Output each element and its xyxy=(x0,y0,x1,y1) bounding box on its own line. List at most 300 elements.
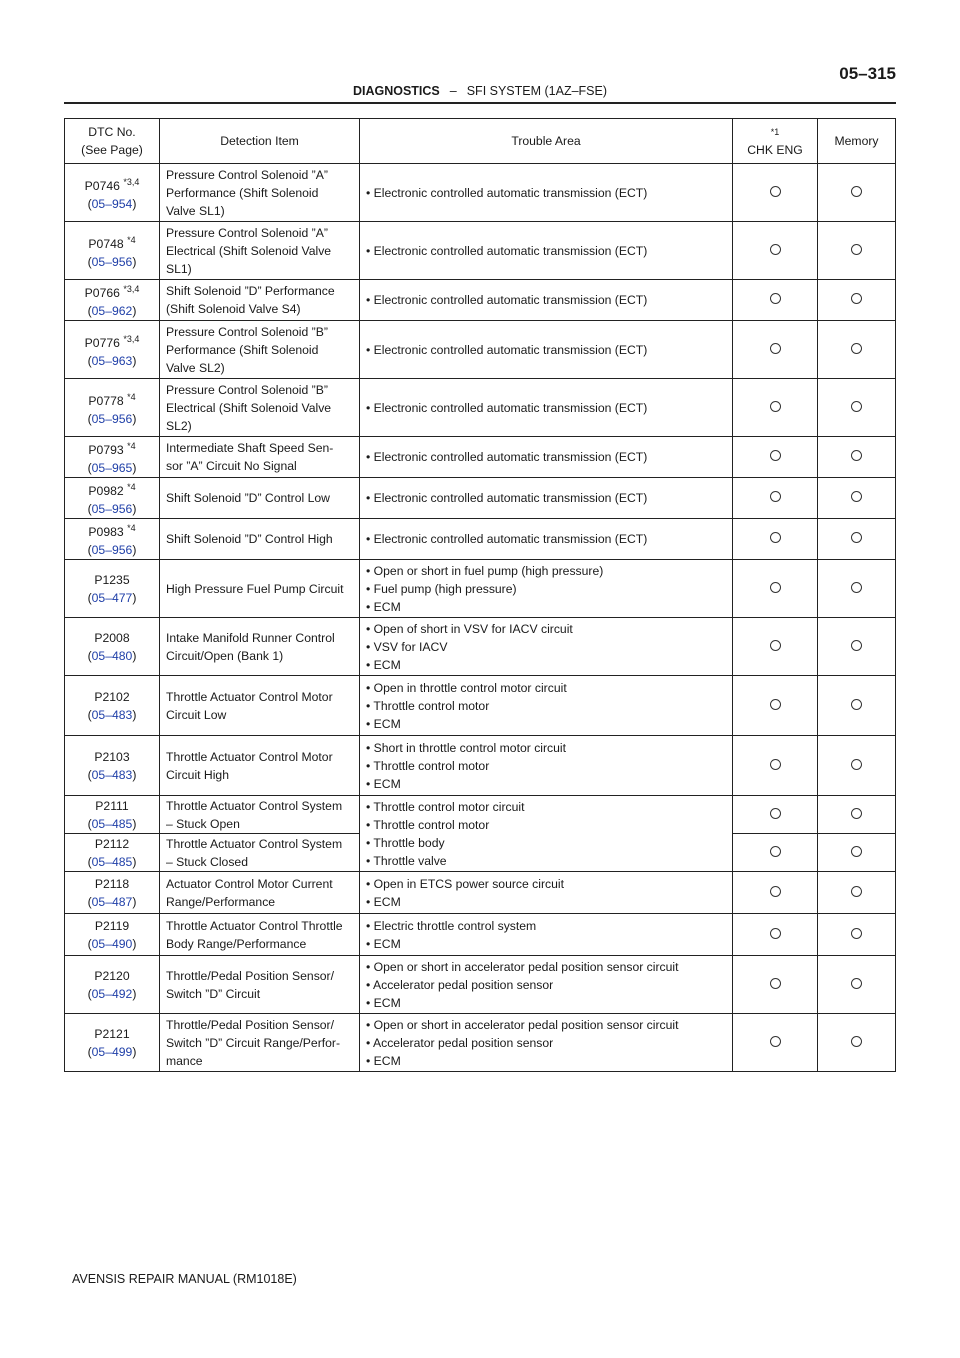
dtc-code-text: P2121 xyxy=(94,1026,130,1041)
dtc-page-ref[interactable]: (05–963) xyxy=(87,353,137,368)
memory-circle-icon xyxy=(851,699,862,710)
memory-circle-icon xyxy=(851,532,862,543)
dtc-code-text: P0983 xyxy=(88,525,124,539)
page-link[interactable]: 05–485 xyxy=(91,854,133,869)
trouble-area-line: • Throttle valve xyxy=(366,853,447,868)
trouble-area-cell xyxy=(360,618,733,676)
dtc-code-text: P2112 xyxy=(94,836,130,851)
chk-eng-cell xyxy=(733,321,818,379)
detection-item-line: Valve SL2) xyxy=(166,360,225,375)
page-link[interactable]: 05–483 xyxy=(91,767,133,782)
trouble-area-line: • ECM xyxy=(366,657,401,672)
trouble-area-line: • ECM xyxy=(366,995,401,1010)
table-row xyxy=(65,478,896,519)
dtc-cell xyxy=(65,914,160,956)
page-link[interactable]: 05–956 xyxy=(91,254,133,269)
trouble-area-line: • Throttle control motor xyxy=(366,817,490,832)
chk-eng-circle-icon xyxy=(770,846,781,857)
detection-item-line: Shift Solenoid ”D” Control High xyxy=(166,532,333,546)
detection-item-line: Electrical (Shift Solenoid Valve xyxy=(166,400,332,415)
table-row xyxy=(65,437,896,478)
detection-item-line: Performance (Shift Solenoid xyxy=(166,342,319,357)
dtc-code xyxy=(71,388,153,410)
dtc-code xyxy=(71,280,153,302)
dtc-page-ref[interactable]: (05–492) xyxy=(87,986,137,1001)
dtc-page-ref[interactable]: (05–485) xyxy=(87,854,137,869)
detection-item-cell xyxy=(160,321,360,379)
memory-circle-icon xyxy=(851,846,862,857)
header-detection-item: Detection Item xyxy=(160,119,360,164)
trouble-area-line: • Throttle control motor xyxy=(366,698,490,713)
detection-item-line: Pressure Control Solenoid ”A” xyxy=(166,225,328,240)
trouble-area-line: • Electronic controlled automatic transmission (ECT) xyxy=(366,342,648,357)
chk-eng-circle-icon xyxy=(770,640,781,651)
detection-item-line: Circuit/Open (Bank 1) xyxy=(166,648,284,663)
dtc-cell xyxy=(65,956,160,1014)
trouble-area-line: • ECM xyxy=(366,894,401,909)
page-link[interactable]: 05–956 xyxy=(91,411,133,426)
detection-item-line: Circuit High xyxy=(166,767,229,782)
table-row xyxy=(65,618,896,676)
detection-item-line: Throttle/Pedal Position Sensor/ xyxy=(166,968,335,983)
memory-cell xyxy=(818,437,896,478)
table-row xyxy=(65,736,896,796)
page-link[interactable]: 05–487 xyxy=(91,894,133,909)
page-number: 05–315 xyxy=(839,64,896,83)
table-row xyxy=(65,1014,896,1072)
detection-item-cell xyxy=(160,834,360,872)
detection-item-cell xyxy=(160,379,360,437)
dtc-footnote-marker: *4 xyxy=(127,482,136,492)
detection-item-cell xyxy=(160,1014,360,1072)
footer-text: AVENSIS REPAIR MANUAL (RM1018E) xyxy=(72,1272,297,1286)
trouble-area-line: • Accelerator pedal position sensor xyxy=(366,1035,554,1050)
dtc-table xyxy=(64,118,896,1072)
memory-cell xyxy=(818,519,896,560)
detection-item-line: Throttle Actuator Control System xyxy=(166,798,343,813)
dtc-code xyxy=(71,519,153,541)
dtc-cell xyxy=(65,676,160,736)
trouble-area-cell xyxy=(360,796,733,872)
page-link[interactable]: 05–965 xyxy=(91,461,133,475)
trouble-area-line: • Electronic controlled automatic transmission (ECT) xyxy=(366,450,648,464)
chk-eng-circle-icon xyxy=(770,886,781,897)
trouble-area-line: • Electronic controlled automatic transmission (ECT) xyxy=(366,293,648,307)
dtc-code-text: P1235 xyxy=(94,572,130,587)
trouble-area-line: • Accelerator pedal position sensor xyxy=(366,977,554,992)
detection-item-line: – Stuck Open xyxy=(166,816,240,831)
table-row xyxy=(65,519,896,560)
dtc-code xyxy=(71,1025,153,1043)
header-memory: Memory xyxy=(818,119,896,164)
section-title-bold: DIAGNOSTICS xyxy=(352,84,440,98)
detection-item-line: Actuator Control Motor Current xyxy=(166,876,333,891)
dtc-code xyxy=(71,571,153,589)
dtc-code-text: P0778 xyxy=(88,393,124,408)
detection-item-cell xyxy=(160,164,360,222)
chk-eng-cell xyxy=(733,872,818,914)
page-link[interactable]: 05–492 xyxy=(91,986,133,1001)
chk-eng-cell xyxy=(733,1014,818,1072)
dtc-code xyxy=(71,478,153,500)
detection-item-line: Pressure Control Solenoid ”B” xyxy=(166,382,328,397)
trouble-area-cell xyxy=(360,676,733,736)
page-link[interactable]: 05–477 xyxy=(91,590,133,605)
dtc-code-text: P2119 xyxy=(94,918,130,933)
trouble-area-cell xyxy=(360,560,733,618)
table-row xyxy=(65,321,896,379)
memory-cell xyxy=(818,1014,896,1072)
memory-circle-icon xyxy=(851,343,862,354)
trouble-area-line: • VSV for IACV xyxy=(366,639,448,654)
chk-eng-cell xyxy=(733,796,818,834)
dtc-cell xyxy=(65,618,160,676)
dtc-cell xyxy=(65,164,160,222)
header-dtc-line2: (See Page) xyxy=(81,143,143,157)
dtc-page-ref[interactable]: (05–499) xyxy=(87,1044,137,1059)
memory-circle-icon xyxy=(851,186,862,197)
dtc-footnote-marker: *3,4 xyxy=(123,284,140,294)
chk-eng-circle-icon xyxy=(770,450,781,461)
trouble-area-cell xyxy=(360,1014,733,1072)
dtc-page-ref[interactable]: (05–965) xyxy=(87,461,137,475)
dtc-code xyxy=(71,688,153,706)
dtc-cell xyxy=(65,519,160,560)
dtc-code xyxy=(71,797,153,815)
chk-eng-circle-icon xyxy=(770,401,781,412)
trouble-area-line: • Open or short in fuel pump (high pressure) xyxy=(366,563,604,578)
trouble-area-cell xyxy=(360,437,733,478)
chk-eng-cell xyxy=(733,834,818,872)
dtc-code-text: P0746 xyxy=(84,178,120,193)
chk-eng-circle-icon xyxy=(770,582,781,593)
memory-cell xyxy=(818,222,896,280)
dtc-code xyxy=(71,748,153,766)
chk-eng-cell xyxy=(733,618,818,676)
dtc-page-ref[interactable]: (05–483) xyxy=(87,707,137,722)
dtc-cell xyxy=(65,796,160,834)
dtc-code-text: P2118 xyxy=(94,876,130,891)
dtc-page-ref[interactable]: (05–485) xyxy=(87,816,137,831)
dtc-cell xyxy=(65,437,160,478)
dtc-cell xyxy=(65,321,160,379)
trouble-area-cell xyxy=(360,478,733,519)
header-chk-note: *1 xyxy=(770,127,780,137)
dtc-code-text: P2103 xyxy=(94,749,130,764)
detection-item-cell xyxy=(160,796,360,834)
dtc-footnote-marker: *4 xyxy=(127,391,136,402)
detection-item-line: – Stuck Closed xyxy=(166,854,248,869)
chk-eng-cell xyxy=(733,379,818,437)
memory-cell xyxy=(818,280,896,321)
chk-eng-cell xyxy=(733,736,818,796)
memory-circle-icon xyxy=(851,1036,862,1047)
header-chk-eng xyxy=(733,119,818,164)
trouble-area-cell xyxy=(360,222,733,280)
page-link[interactable]: 05–485 xyxy=(91,816,133,831)
dtc-code xyxy=(71,231,153,253)
dtc-page-ref[interactable]: (05–477) xyxy=(87,590,137,605)
chk-eng-cell xyxy=(733,676,818,736)
detection-item-line: Pressure Control Solenoid ”A” xyxy=(166,167,328,182)
memory-circle-icon xyxy=(851,401,862,412)
dtc-cell xyxy=(65,834,160,872)
dtc-code-text: P2120 xyxy=(94,968,130,983)
table-row xyxy=(65,676,896,736)
dtc-code xyxy=(71,437,153,459)
chk-eng-cell xyxy=(733,956,818,1014)
trouble-area-cell xyxy=(360,956,733,1014)
detection-item-line: High Pressure Fuel Pump Circuit xyxy=(166,581,344,596)
memory-cell xyxy=(818,379,896,437)
trouble-area-line: • Electronic controlled automatic transmission (ECT) xyxy=(366,243,648,258)
trouble-area-line: • Electric throttle control system xyxy=(366,918,537,933)
table-row xyxy=(65,956,896,1014)
memory-cell xyxy=(818,618,896,676)
detection-item-line: Body Range/Performance xyxy=(166,936,307,951)
table-row xyxy=(65,164,896,222)
dtc-cell xyxy=(65,379,160,437)
detection-item-cell xyxy=(160,478,360,519)
chk-eng-cell xyxy=(733,478,818,519)
detection-item-line: Intake Manifold Runner Control xyxy=(166,630,335,645)
dtc-page-ref[interactable]: (05–954) xyxy=(87,196,137,211)
trouble-area-line: • ECM xyxy=(366,776,401,791)
detection-item-line: Electrical (Shift Solenoid Valve xyxy=(166,243,332,258)
memory-cell xyxy=(818,914,896,956)
chk-eng-circle-icon xyxy=(770,244,781,255)
dtc-page-ref[interactable]: (05–487) xyxy=(87,894,137,909)
detection-item-cell xyxy=(160,560,360,618)
page-link[interactable]: 05–954 xyxy=(91,196,133,211)
dtc-page-ref[interactable]: (05–956) xyxy=(87,543,137,557)
dtc-page-ref[interactable]: (05–956) xyxy=(87,502,137,516)
dtc-footnote-marker: *4 xyxy=(127,523,136,533)
detection-item-cell xyxy=(160,956,360,1014)
detection-item-line: Range/Performance xyxy=(166,894,276,909)
trouble-area-line: • Electronic controlled automatic transmission (ECT) xyxy=(366,491,648,505)
page-link[interactable]: 05–963 xyxy=(91,353,133,368)
memory-cell xyxy=(818,560,896,618)
dtc-code xyxy=(71,917,153,935)
page-link[interactable]: 05–490 xyxy=(91,936,133,951)
memory-cell xyxy=(818,164,896,222)
dtc-cell xyxy=(65,560,160,618)
memory-circle-icon xyxy=(851,928,862,939)
detection-item-cell xyxy=(160,872,360,914)
chk-eng-cell xyxy=(733,222,818,280)
memory-cell xyxy=(818,834,896,872)
chk-eng-circle-icon xyxy=(770,293,781,304)
memory-circle-icon xyxy=(851,450,862,461)
section-title xyxy=(64,84,896,98)
detection-item-cell xyxy=(160,437,360,478)
trouble-area-line: • Open in ETCS power source circuit xyxy=(366,876,564,891)
dtc-page-ref[interactable]: (05–962) xyxy=(87,304,137,318)
dtc-page-ref[interactable]: (05–483) xyxy=(87,767,137,782)
detection-item-cell xyxy=(160,519,360,560)
dtc-cell xyxy=(65,736,160,796)
chk-eng-circle-icon xyxy=(770,343,781,354)
header-chk-label: CHK ENG xyxy=(747,143,803,157)
detection-item-cell xyxy=(160,676,360,736)
dtc-page-ref[interactable]: (05–490) xyxy=(87,936,137,951)
header-dtc-no xyxy=(65,119,160,164)
detection-item-line: Throttle Actuator Control Motor xyxy=(166,749,333,764)
dtc-footnote-marker: *3,4 xyxy=(123,176,140,187)
dtc-code xyxy=(71,330,153,352)
memory-circle-icon xyxy=(851,582,862,593)
detection-item-line: (Shift Solenoid Valve S4) xyxy=(166,302,301,316)
dtc-footnote-marker: *3,4 xyxy=(123,333,140,344)
dtc-code-text: P2111 xyxy=(95,798,129,813)
dtc-cell xyxy=(65,280,160,321)
trouble-area-line: • Open or short in accelerator pedal position sensor circuit xyxy=(366,959,679,974)
trouble-area-cell xyxy=(360,736,733,796)
detection-item-line: Performance (Shift Solenoid xyxy=(166,185,319,200)
dtc-page-ref[interactable]: (05–956) xyxy=(87,411,137,426)
detection-item-line: Shift Solenoid ”D” Control Low xyxy=(166,491,330,505)
dtc-code xyxy=(71,173,153,195)
dtc-page-ref[interactable]: (05–480) xyxy=(87,648,137,663)
trouble-area-line: • Electronic controlled automatic transmission (ECT) xyxy=(366,185,648,200)
dtc-page-ref[interactable]: (05–956) xyxy=(87,254,137,269)
dtc-footnote-marker: *4 xyxy=(127,441,136,451)
page-link[interactable]: 05–499 xyxy=(91,1044,133,1059)
page-link[interactable]: 05–962 xyxy=(91,304,133,318)
header-trouble-area: Trouble Area xyxy=(360,119,733,164)
memory-cell xyxy=(818,321,896,379)
table-row xyxy=(65,280,896,321)
chk-eng-circle-icon xyxy=(770,699,781,710)
trouble-area-line: • ECM xyxy=(366,1053,401,1068)
section-title-separator: – xyxy=(449,84,457,98)
memory-cell xyxy=(818,478,896,519)
chk-eng-cell xyxy=(733,280,818,321)
trouble-area-line: • Fuel pump (high pressure) xyxy=(366,581,517,596)
chk-eng-cell xyxy=(733,519,818,560)
table-row xyxy=(65,379,896,437)
trouble-area-cell xyxy=(360,519,733,560)
dtc-code-text: P0748 xyxy=(88,236,124,251)
trouble-area-line: • ECM xyxy=(366,599,401,614)
memory-circle-icon xyxy=(851,759,862,770)
trouble-area-line: • Throttle body xyxy=(366,835,445,850)
dtc-footnote-marker: *4 xyxy=(127,234,136,245)
chk-eng-circle-icon xyxy=(770,978,781,989)
dtc-code-text: P0793 xyxy=(88,443,124,457)
dtc-code-text: P0982 xyxy=(88,484,124,498)
table-row xyxy=(65,872,896,914)
memory-circle-icon xyxy=(851,886,862,897)
detection-item-line: mance xyxy=(166,1053,203,1068)
trouble-area-line: • ECM xyxy=(366,936,401,951)
chk-eng-circle-icon xyxy=(770,532,781,543)
page-link[interactable]: 05–480 xyxy=(91,648,133,663)
chk-eng-cell xyxy=(733,437,818,478)
page-header xyxy=(64,64,896,104)
detection-item-cell xyxy=(160,914,360,956)
trouble-area-line: • Short in throttle control motor circuit xyxy=(366,740,567,755)
chk-eng-circle-icon xyxy=(770,491,781,502)
chk-eng-cell xyxy=(733,560,818,618)
detection-item-line: SL1) xyxy=(166,261,192,276)
table-body xyxy=(65,164,896,1072)
trouble-area-cell xyxy=(360,872,733,914)
chk-eng-cell xyxy=(733,914,818,956)
detection-item-line: SL2) xyxy=(166,418,192,433)
page-link[interactable]: 05–483 xyxy=(91,707,133,722)
page-link[interactable]: 05–956 xyxy=(91,502,133,516)
dtc-code xyxy=(71,629,153,647)
dtc-cell xyxy=(65,872,160,914)
chk-eng-circle-icon xyxy=(770,186,781,197)
detection-item-cell xyxy=(160,736,360,796)
trouble-area-line: • ECM xyxy=(366,716,401,731)
memory-circle-icon xyxy=(851,978,862,989)
dtc-code xyxy=(71,875,153,893)
memory-circle-icon xyxy=(851,640,862,651)
memory-cell xyxy=(818,956,896,1014)
table-row xyxy=(65,560,896,618)
memory-cell xyxy=(818,736,896,796)
detection-item-line: Intermediate Shaft Speed Sen- xyxy=(166,441,334,455)
detection-item-cell xyxy=(160,618,360,676)
trouble-area-cell xyxy=(360,280,733,321)
detection-item-line: sor ”A” Circuit No Signal xyxy=(166,459,297,473)
page-link[interactable]: 05–956 xyxy=(91,543,133,557)
dtc-cell xyxy=(65,1014,160,1072)
table-row xyxy=(65,222,896,280)
dtc-code-text: P0776 xyxy=(84,335,120,350)
dtc-cell xyxy=(65,222,160,280)
memory-cell xyxy=(818,676,896,736)
detection-item-line: Pressure Control Solenoid ”B” xyxy=(166,324,328,339)
trouble-area-line: • Electronic controlled automatic transmission (ECT) xyxy=(366,400,648,415)
detection-item-line: Throttle Actuator Control Motor xyxy=(166,689,333,704)
detection-item-cell xyxy=(160,280,360,321)
memory-cell xyxy=(818,796,896,834)
dtc-code xyxy=(71,967,153,985)
detection-item-line: Switch ”D” Circuit Range/Perfor- xyxy=(166,1035,341,1050)
dtc-code-text: P2008 xyxy=(94,630,130,645)
chk-eng-circle-icon xyxy=(770,1036,781,1047)
trouble-area-cell xyxy=(360,321,733,379)
detection-item-line: Throttle Actuator Control Throttle xyxy=(166,918,343,933)
trouble-area-line: • Throttle control motor circuit xyxy=(366,799,525,814)
memory-circle-icon xyxy=(851,808,862,819)
detection-item-line: Valve SL1) xyxy=(166,203,225,218)
trouble-area-cell xyxy=(360,164,733,222)
dtc-code-text: P2102 xyxy=(94,689,130,704)
memory-circle-icon xyxy=(851,491,862,502)
chk-eng-cell xyxy=(733,164,818,222)
trouble-area-line: • Electronic controlled automatic transmission (ECT) xyxy=(366,532,648,546)
dtc-code xyxy=(71,835,153,853)
memory-cell xyxy=(818,872,896,914)
detection-item-line: Throttle/Pedal Position Sensor/ xyxy=(166,1017,335,1032)
table-row xyxy=(65,914,896,956)
chk-eng-circle-icon xyxy=(770,759,781,770)
chk-eng-circle-icon xyxy=(770,928,781,939)
trouble-area-line: • Open of short in VSV for IACV circuit xyxy=(366,621,573,636)
detection-item-line: Throttle Actuator Control System xyxy=(166,836,343,851)
detection-item-line: Switch ”D” Circuit xyxy=(166,986,261,1001)
table-row xyxy=(65,796,896,834)
memory-circle-icon xyxy=(851,244,862,255)
table-header-row xyxy=(65,119,896,164)
section-title-rest: SFI SYSTEM (1AZ–FSE) xyxy=(466,84,608,98)
